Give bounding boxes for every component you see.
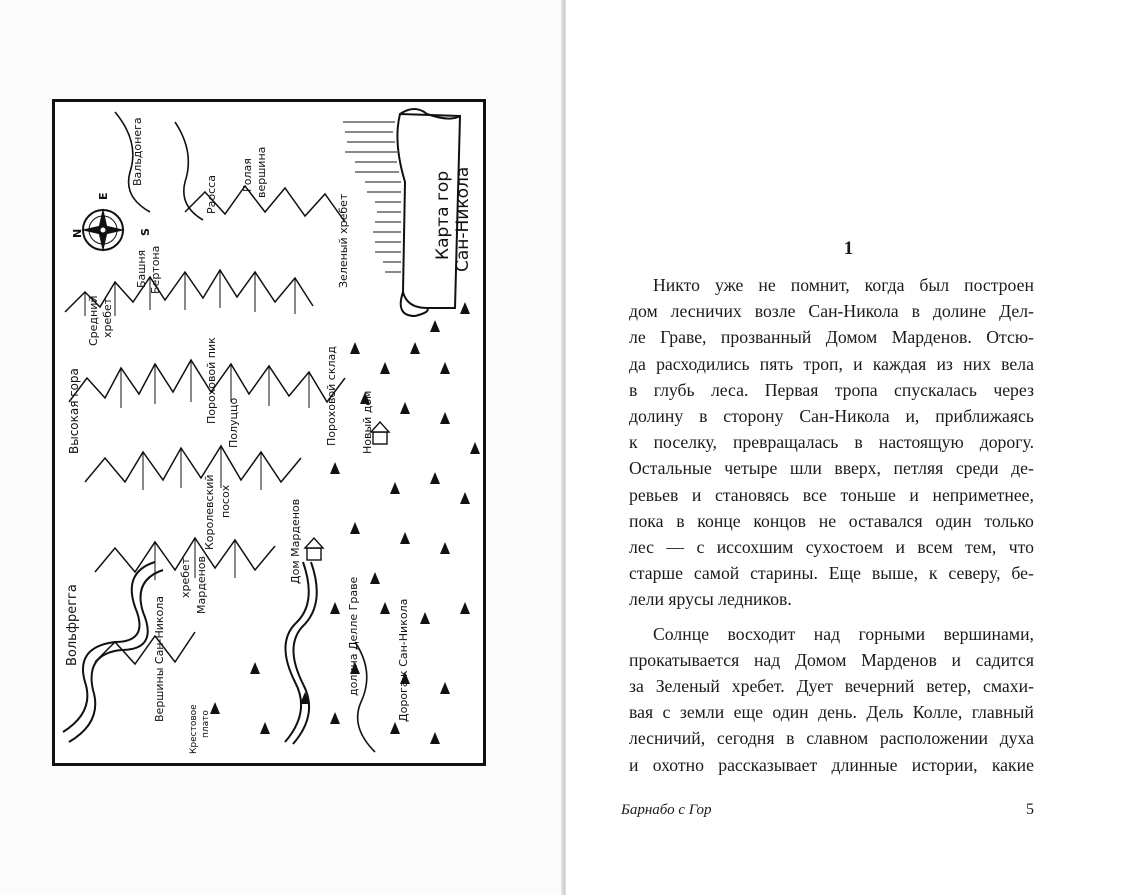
label-bashnya-1: Башня (135, 249, 148, 288)
text-line: старше самой старины. Еще выше, к северу, бе- (629, 563, 1034, 584)
label-khrebet-2: Марденов (195, 556, 208, 614)
label-dom-mardenov: Дом Марденов (289, 498, 302, 584)
label-bashnya-2: Бертона (149, 245, 162, 294)
label-porokhovoy-pik: Пороховой пик (205, 337, 218, 424)
left-page (0, 0, 563, 895)
text-line: Никто уже не помнит, когда был построен (653, 275, 1034, 295)
compass-s: S (139, 228, 152, 236)
label-krestovoe-2: плато (201, 710, 211, 738)
compass-e: E (97, 192, 110, 200)
label-novy-dom: Новый дом (361, 390, 374, 454)
text-line: и охотно рассказывает длинные истории, какие (629, 754, 1034, 775)
label-khrebet-1: хребет (179, 557, 192, 598)
label-vershiny: Вершины Сан-Никола (153, 595, 166, 722)
text-line: пока в конце концов не оставался один только (629, 510, 1034, 531)
text-line: долину в сторону Сан-Никола и, приближаясь (629, 406, 1034, 427)
page-number: 5 (1026, 801, 1034, 818)
compass-n: N (71, 228, 84, 238)
text-line: ревьев и становясь все тоньше и неприметнее, (629, 484, 1034, 505)
text-line: ле Граве, прозванный Домом Марденов. Отсю- (629, 327, 1034, 348)
label-dolina: долина Делле Граве (347, 576, 360, 696)
label-zeleny: Зеленый хребет (337, 193, 350, 288)
label-sredny-2: хребет (101, 297, 114, 338)
right-page (566, 0, 1131, 895)
text-line: лели ярусы ледников. (629, 589, 792, 610)
label-golaya-2: вершина (255, 146, 268, 198)
text-line: к поселку, превращалась в настоящую дорогу. (629, 432, 1034, 453)
text-line: да расходились пять троп, и каждая из них вела (629, 353, 1034, 374)
label-doroga: Дорога к Сан-Никола (397, 598, 410, 722)
label-krestovoe-1: Крестовое (189, 704, 199, 754)
label-porokhovoy-sklad: Пороховой склад (325, 346, 338, 446)
text-line: лес — с иссохшим сухостоем и всем тем, что (629, 537, 1034, 558)
map-title-line2: Сан-Никола (453, 166, 473, 272)
text-line: лесничий, сегодня в славном расположении духа (629, 728, 1034, 749)
label-volfregga: Вольфрегга (65, 584, 80, 666)
map-drawing (55, 102, 483, 763)
chapter-number: 1 (843, 238, 854, 259)
map-title-line1: Карта гор (433, 170, 453, 260)
chapter-text (629, 272, 1034, 778)
label-sredny-1: Средний (87, 295, 100, 346)
label-korolevsky-1: Королевский (203, 474, 216, 550)
text-line: в глубь леса. Первая тропа спускалась через (629, 379, 1034, 400)
text-line: за Зеленый хребет. Дует вечерний ветер, смахи- (629, 676, 1034, 697)
label-polutso: Полуццо (227, 397, 240, 448)
label-valdonega: Вальдонега (131, 117, 144, 186)
text-line: прокатывается над Домом Марденов и садится (629, 649, 1034, 670)
text-line: дом лесничих возле Сан-Никола в долине Дел- (629, 301, 1034, 322)
map-illustration (52, 99, 486, 766)
label-korolevsky-2: посох (219, 484, 232, 518)
text-line: Остальные четыре шли вверх, петляя среди де- (629, 458, 1034, 479)
text-line: вая с земли еще один день. Дель Колле, главный (629, 702, 1034, 723)
label-raossa: Раосса (205, 175, 218, 214)
label-vysokaya: Высокая гора (67, 368, 81, 454)
running-footer-title: Барнабо с Гор (621, 802, 712, 818)
text-line: Солнце восходит над горными вершинами, (653, 623, 1034, 644)
label-golaya-1: Голая (241, 158, 254, 192)
